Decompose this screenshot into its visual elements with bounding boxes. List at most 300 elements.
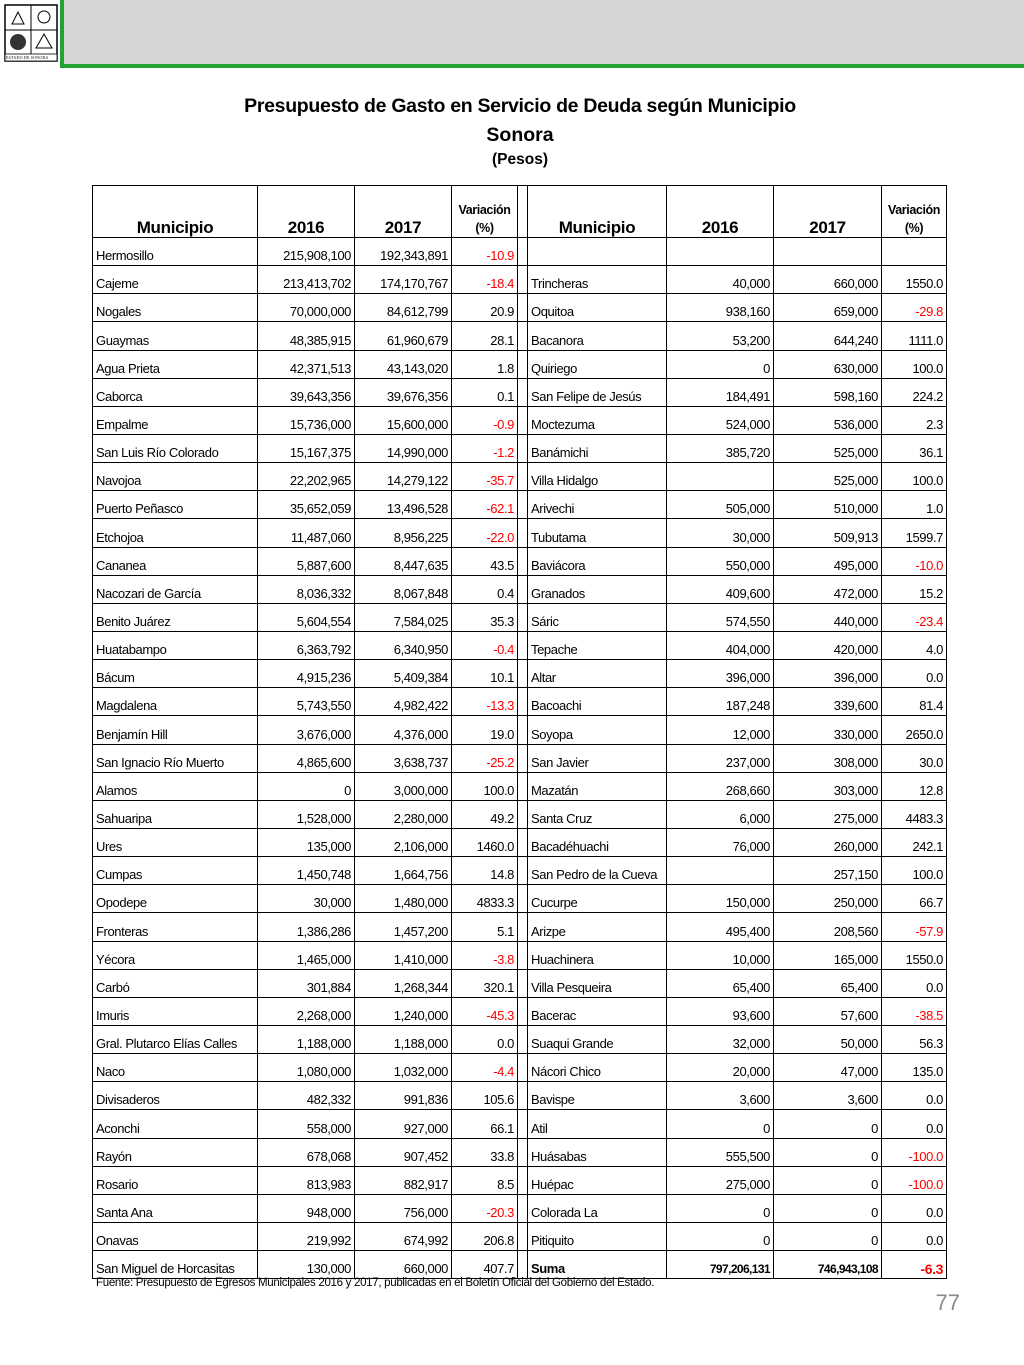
header-2017-left: 2017: [355, 186, 452, 238]
municipio-cell: Bacerac: [528, 997, 667, 1025]
column-gap: [518, 969, 528, 997]
municipio-cell: Divisaderos: [93, 1082, 258, 1110]
value-2016-cell: [667, 238, 774, 266]
page-subtitle: Sonora: [486, 124, 554, 146]
value-2017-cell: 84,612,799: [355, 294, 452, 322]
table-row: [93, 491, 947, 519]
value-2016-cell: 237,000: [667, 744, 774, 772]
header-2016-left: 2016: [258, 186, 355, 238]
table-row: [93, 322, 947, 350]
header-variacion-right: [882, 186, 947, 238]
value-2016-cell: 6,363,792: [258, 631, 355, 659]
variacion-cell: 28.1: [452, 322, 518, 350]
value-2017-cell: 250,000: [774, 885, 882, 913]
variacion-unit: (%): [904, 221, 924, 235]
value-2016-cell: 53,200: [667, 322, 774, 350]
column-gap: [518, 1194, 528, 1222]
municipio-cell: Cananea: [93, 547, 258, 575]
value-2016-cell: 48,385,915: [258, 322, 355, 350]
variacion-cell: 66.7: [882, 885, 947, 913]
table-row: [93, 378, 947, 406]
municipio-cell: Magdalena: [93, 688, 258, 716]
value-2017-cell: 0: [774, 1138, 882, 1166]
header-2017-right: 2017: [774, 186, 882, 238]
municipio-cell: Oquitoa: [528, 294, 667, 322]
value-2017-cell: 525,000: [774, 434, 882, 462]
value-2017-cell: 0: [774, 1110, 882, 1138]
total-2016-cell: 797,206,131: [667, 1251, 774, 1279]
municipio-cell: Empalme: [93, 406, 258, 434]
value-2017-cell: 65,400: [774, 969, 882, 997]
total-variacion-cell: -6.3: [882, 1251, 947, 1279]
value-2016-cell: 65,400: [667, 969, 774, 997]
column-gap: [518, 1222, 528, 1250]
value-2017-cell: 174,170,767: [355, 266, 452, 294]
value-2017-cell: 660,000: [774, 266, 882, 294]
value-2017-cell: 165,000: [774, 941, 882, 969]
variacion-cell: -1.2: [452, 434, 518, 462]
municipio-cell: Onavas: [93, 1222, 258, 1250]
variacion-cell: 100.0: [452, 772, 518, 800]
table-row: [93, 547, 947, 575]
variacion-cell: -35.7: [452, 463, 518, 491]
variacion-cell: -100.0: [882, 1166, 947, 1194]
variacion-cell: -10.0: [882, 547, 947, 575]
table-row: [93, 1251, 947, 1279]
value-2016-cell: 1,465,000: [258, 941, 355, 969]
variacion-cell: 1460.0: [452, 828, 518, 856]
value-2017-cell: 6,340,950: [355, 631, 452, 659]
variacion-cell: 66.1: [452, 1110, 518, 1138]
municipio-cell: Villa Hidalgo: [528, 463, 667, 491]
variacion-cell: 30.0: [882, 744, 947, 772]
variacion-cell: 35.3: [452, 603, 518, 631]
value-2016-cell: 76,000: [667, 828, 774, 856]
table-row: [93, 744, 947, 772]
municipio-cell: Tepache: [528, 631, 667, 659]
table-row: [93, 350, 947, 378]
municipio-cell: Alamos: [93, 772, 258, 800]
header-bar: [0, 0, 1024, 68]
municipio-cell: Atil: [528, 1110, 667, 1138]
municipio-cell: San Miguel de Horcasitas: [93, 1251, 258, 1279]
value-2017-cell: 303,000: [774, 772, 882, 800]
variacion-cell: 1111.0: [882, 322, 947, 350]
value-2016-cell: 275,000: [667, 1166, 774, 1194]
value-2017-cell: 674,992: [355, 1222, 452, 1250]
table-row: [93, 716, 947, 744]
variacion-unit: (%): [475, 221, 494, 235]
value-2016-cell: 550,000: [667, 547, 774, 575]
variacion-cell: -0.9: [452, 406, 518, 434]
municipio-cell: San Pedro de la Cueva: [528, 857, 667, 885]
variacion-cell: 407.7: [452, 1251, 518, 1279]
value-2016-cell: 6,000: [667, 800, 774, 828]
municipio-cell: Cumpas: [93, 857, 258, 885]
budget-table: [92, 185, 947, 1279]
value-2016-cell: 32,000: [667, 1025, 774, 1053]
municipio-cell: Rayón: [93, 1138, 258, 1166]
value-2016-cell: 20,000: [667, 1054, 774, 1082]
municipio-cell: Puerto Peñasco: [93, 491, 258, 519]
table-row: [93, 238, 947, 266]
value-2017-cell: 1,480,000: [355, 885, 452, 913]
column-gap: [518, 1025, 528, 1053]
table-row: [93, 1194, 947, 1222]
variacion-cell: 8.5: [452, 1166, 518, 1194]
municipio-cell: Guaymas: [93, 322, 258, 350]
table-row: [93, 1025, 947, 1053]
value-2016-cell: 15,167,375: [258, 434, 355, 462]
value-2016-cell: 22,202,965: [258, 463, 355, 491]
value-2017-cell: 0: [774, 1194, 882, 1222]
table-row: [93, 688, 947, 716]
variacion-cell: 100.0: [882, 463, 947, 491]
value-2016-cell: 3,600: [667, 1082, 774, 1110]
value-2016-cell: 1,450,748: [258, 857, 355, 885]
municipio-cell: Santa Cruz: [528, 800, 667, 828]
variacion-cell: 1.0: [882, 491, 947, 519]
total-label-cell: Suma: [528, 1251, 667, 1279]
table-row: [93, 941, 947, 969]
value-2017-cell: 8,956,225: [355, 519, 452, 547]
column-gap: [518, 519, 528, 547]
variacion-cell: 56.3: [882, 1025, 947, 1053]
variacion-cell: 81.4: [882, 688, 947, 716]
municipio-cell: Opodepe: [93, 885, 258, 913]
variacion-cell: 1.8: [452, 350, 518, 378]
variacion-cell: 2.3: [882, 406, 947, 434]
municipio-cell: Suaqui Grande: [528, 1025, 667, 1053]
column-gap: [518, 631, 528, 659]
value-2017-cell: 8,067,848: [355, 575, 452, 603]
value-2016-cell: 93,600: [667, 997, 774, 1025]
value-2017-cell: 14,279,122: [355, 463, 452, 491]
value-2017-cell: 3,600: [774, 1082, 882, 1110]
value-2017-cell: 660,000: [355, 1251, 452, 1279]
column-gap: [518, 913, 528, 941]
variacion-cell: 242.1: [882, 828, 947, 856]
value-2016-cell: 8,036,332: [258, 575, 355, 603]
variacion-cell: 0.0: [882, 1082, 947, 1110]
municipio-cell: San Javier: [528, 744, 667, 772]
header-variacion-left: [452, 186, 518, 238]
variacion-cell: 4833.3: [452, 885, 518, 913]
value-2017-cell: [774, 238, 882, 266]
value-2016-cell: 187,248: [667, 688, 774, 716]
page-number: 77: [935, 1290, 960, 1315]
value-2017-cell: 0: [774, 1166, 882, 1194]
table-header-row: [93, 186, 947, 238]
municipio-cell: Trincheras: [528, 266, 667, 294]
total-2017-cell: 746,943,108: [774, 1251, 882, 1279]
variacion-cell: 4483.3: [882, 800, 947, 828]
value-2016-cell: 42,371,513: [258, 350, 355, 378]
source-note: Fuente: Presupuesto de Egresos Municipales 2016 y 2017, publicadas en el Boletín Oficial del Gobierno del Estado.: [96, 1277, 655, 1289]
variacion-cell: -13.3: [452, 688, 518, 716]
variacion-cell: -62.1: [452, 491, 518, 519]
variacion-cell: 0.0: [452, 1025, 518, 1053]
variacion-label: Variación: [888, 203, 940, 217]
municipio-cell: Huatabampo: [93, 631, 258, 659]
value-2016-cell: 409,600: [667, 575, 774, 603]
value-2017-cell: 61,960,679: [355, 322, 452, 350]
table-row: [93, 800, 947, 828]
value-2016-cell: 2,268,000: [258, 997, 355, 1025]
value-2016-cell: 213,413,702: [258, 266, 355, 294]
column-gap: [518, 434, 528, 462]
municipio-cell: Soyopa: [528, 716, 667, 744]
value-2017-cell: 275,000: [774, 800, 882, 828]
variacion-cell: -0.4: [452, 631, 518, 659]
variacion-cell: 43.5: [452, 547, 518, 575]
variacion-cell: -45.3: [452, 997, 518, 1025]
variacion-cell: -10.9: [452, 238, 518, 266]
table-row: [93, 772, 947, 800]
value-2017-cell: 440,000: [774, 603, 882, 631]
value-2016-cell: 219,992: [258, 1222, 355, 1250]
value-2017-cell: 43,143,020: [355, 350, 452, 378]
municipio-cell: Benjamín Hill: [93, 716, 258, 744]
table-row: [93, 463, 947, 491]
variacion-cell: -23.4: [882, 603, 947, 631]
variacion-cell: 1550.0: [882, 941, 947, 969]
variacion-cell: 0.4: [452, 575, 518, 603]
municipio-cell: Huachinera: [528, 941, 667, 969]
variacion-cell: 5.1: [452, 913, 518, 941]
value-2017-cell: 1,457,200: [355, 913, 452, 941]
header-municipio-right: Municipio: [528, 186, 667, 238]
value-2017-cell: 882,917: [355, 1166, 452, 1194]
value-2017-cell: 13,496,528: [355, 491, 452, 519]
municipio-cell: Cucurpe: [528, 885, 667, 913]
variacion-label: Variación: [458, 203, 511, 217]
column-gap: [518, 491, 528, 519]
municipio-cell: Altar: [528, 660, 667, 688]
value-2017-cell: 2,106,000: [355, 828, 452, 856]
value-2016-cell: [667, 857, 774, 885]
value-2017-cell: 339,600: [774, 688, 882, 716]
value-2016-cell: 15,736,000: [258, 406, 355, 434]
variacion-cell: 2650.0: [882, 716, 947, 744]
column-gap: [518, 744, 528, 772]
value-2017-cell: 1,268,344: [355, 969, 452, 997]
table-row: [93, 1082, 947, 1110]
municipio-cell: Fronteras: [93, 913, 258, 941]
value-2016-cell: 0: [667, 1194, 774, 1222]
value-2017-cell: 15,600,000: [355, 406, 452, 434]
value-2016-cell: 35,652,059: [258, 491, 355, 519]
column-gap: [518, 378, 528, 406]
column-gap: [518, 603, 528, 631]
value-2017-cell: 1,032,000: [355, 1054, 452, 1082]
value-2017-cell: 39,676,356: [355, 378, 452, 406]
table-row: [93, 997, 947, 1025]
municipio-cell: Imuris: [93, 997, 258, 1025]
variacion-cell: 10.1: [452, 660, 518, 688]
value-2017-cell: 2,280,000: [355, 800, 452, 828]
header-municipio-left: Municipio: [93, 186, 258, 238]
value-2016-cell: 574,550: [667, 603, 774, 631]
municipio-cell: Carbó: [93, 969, 258, 997]
municipio-cell: San Felipe de Jesús: [528, 378, 667, 406]
municipio-cell: Sahuaripa: [93, 800, 258, 828]
value-2017-cell: 536,000: [774, 406, 882, 434]
municipio-cell: Rosario: [93, 1166, 258, 1194]
variacion-cell: 100.0: [882, 350, 947, 378]
value-2016-cell: 30,000: [667, 519, 774, 547]
column-gap: [518, 772, 528, 800]
variacion-cell: 36.1: [882, 434, 947, 462]
column-gap: [518, 266, 528, 294]
value-2016-cell: 184,491: [667, 378, 774, 406]
variacion-cell: 14.8: [452, 857, 518, 885]
municipio-cell: Pitiquito: [528, 1222, 667, 1250]
value-2017-cell: 396,000: [774, 660, 882, 688]
value-2016-cell: 301,884: [258, 969, 355, 997]
municipio-cell: Benito Juárez: [93, 603, 258, 631]
value-2016-cell: 1,188,000: [258, 1025, 355, 1053]
value-2016-cell: 813,983: [258, 1166, 355, 1194]
variacion-cell: 33.8: [452, 1138, 518, 1166]
municipio-cell: Bacanora: [528, 322, 667, 350]
table-row: [93, 969, 947, 997]
table-row: [93, 1054, 947, 1082]
variacion-cell: -57.9: [882, 913, 947, 941]
municipio-cell: Bavispe: [528, 1082, 667, 1110]
municipio-cell: Naco: [93, 1054, 258, 1082]
column-gap: [518, 828, 528, 856]
column-gap: [518, 186, 528, 238]
municipio-cell: Bacadéhuachi: [528, 828, 667, 856]
variacion-cell: -25.2: [452, 744, 518, 772]
value-2016-cell: 11,487,060: [258, 519, 355, 547]
municipio-cell: Bacoachi: [528, 688, 667, 716]
variacion-cell: 0.0: [882, 1194, 947, 1222]
value-2016-cell: 10,000: [667, 941, 774, 969]
table-row: [93, 1222, 947, 1250]
value-2017-cell: 509,913: [774, 519, 882, 547]
variacion-cell: 20.9: [452, 294, 518, 322]
variacion-cell: 4.0: [882, 631, 947, 659]
municipio-cell: Granados: [528, 575, 667, 603]
value-2016-cell: 5,743,550: [258, 688, 355, 716]
value-2016-cell: 396,000: [667, 660, 774, 688]
column-gap: [518, 406, 528, 434]
variacion-cell: -18.4: [452, 266, 518, 294]
column-gap: [518, 857, 528, 885]
municipio-cell: San Luis Río Colorado: [93, 434, 258, 462]
variacion-cell: -29.8: [882, 294, 947, 322]
municipio-cell: Navojoa: [93, 463, 258, 491]
variacion-cell: 0.1: [452, 378, 518, 406]
column-gap: [518, 1082, 528, 1110]
value-2017-cell: 47,000: [774, 1054, 882, 1082]
value-2017-cell: 7,584,025: [355, 603, 452, 631]
column-gap: [518, 547, 528, 575]
table-row: [93, 1166, 947, 1194]
variacion-cell: 135.0: [882, 1054, 947, 1082]
value-2017-cell: 644,240: [774, 322, 882, 350]
municipio-cell: Etchojoa: [93, 519, 258, 547]
value-2017-cell: 756,000: [355, 1194, 452, 1222]
variacion-cell: 224.2: [882, 378, 947, 406]
variacion-cell: 0.0: [882, 1110, 947, 1138]
variacion-cell: -4.4: [452, 1054, 518, 1082]
page-title: Presupuesto de Gasto en Servicio de Deuda según Municipio: [244, 95, 796, 117]
variacion-cell: 1550.0: [882, 266, 947, 294]
value-2017-cell: 907,452: [355, 1138, 452, 1166]
table-row: [93, 885, 947, 913]
value-2017-cell: 927,000: [355, 1110, 452, 1138]
value-2016-cell: 40,000: [667, 266, 774, 294]
value-2016-cell: 0: [258, 772, 355, 800]
value-2016-cell: 4,865,600: [258, 744, 355, 772]
value-2017-cell: 260,000: [774, 828, 882, 856]
variacion-cell: 105.6: [452, 1082, 518, 1110]
municipio-cell: Villa Pesqueira: [528, 969, 667, 997]
column-gap: [518, 941, 528, 969]
column-gap: [518, 322, 528, 350]
value-2017-cell: 50,000: [774, 1025, 882, 1053]
table-row: [93, 1138, 947, 1166]
value-2017-cell: 420,000: [774, 631, 882, 659]
municipio-cell: Baviácora: [528, 547, 667, 575]
value-2016-cell: 524,000: [667, 406, 774, 434]
column-gap: [518, 1054, 528, 1082]
value-2017-cell: 208,560: [774, 913, 882, 941]
municipio-cell: Banámichi: [528, 434, 667, 462]
value-2016-cell: 555,500: [667, 1138, 774, 1166]
value-2017-cell: 3,000,000: [355, 772, 452, 800]
table-row: [93, 913, 947, 941]
table-row: [93, 406, 947, 434]
value-2016-cell: 0: [667, 1110, 774, 1138]
value-2016-cell: 948,000: [258, 1194, 355, 1222]
title-block: [0, 92, 1024, 171]
column-gap: [518, 716, 528, 744]
value-2017-cell: 598,160: [774, 378, 882, 406]
column-gap: [518, 997, 528, 1025]
variacion-cell: -20.3: [452, 1194, 518, 1222]
value-2016-cell: 505,000: [667, 491, 774, 519]
variacion-cell: 1599.7: [882, 519, 947, 547]
value-2017-cell: 308,000: [774, 744, 882, 772]
table-body: [93, 238, 947, 1279]
logo-caption: ESTADO DE SONORA: [6, 55, 49, 60]
column-gap: [518, 1251, 528, 1279]
column-gap: [518, 238, 528, 266]
municipio-cell: Huépac: [528, 1166, 667, 1194]
value-2016-cell: 385,720: [667, 434, 774, 462]
value-2016-cell: 938,160: [667, 294, 774, 322]
value-2017-cell: 3,638,737: [355, 744, 452, 772]
value-2017-cell: 57,600: [774, 997, 882, 1025]
value-2017-cell: 630,000: [774, 350, 882, 378]
value-2017-cell: 5,409,384: [355, 660, 452, 688]
value-2016-cell: 404,000: [667, 631, 774, 659]
units-label: (Pesos): [492, 151, 548, 168]
value-2016-cell: 1,080,000: [258, 1054, 355, 1082]
municipio-cell: Bácum: [93, 660, 258, 688]
municipio-cell: Quiriego: [528, 350, 667, 378]
value-2017-cell: 1,410,000: [355, 941, 452, 969]
value-2016-cell: 558,000: [258, 1110, 355, 1138]
column-gap: [518, 463, 528, 491]
value-2017-cell: 510,000: [774, 491, 882, 519]
value-2016-cell: 30,000: [258, 885, 355, 913]
value-2016-cell: 39,643,356: [258, 378, 355, 406]
